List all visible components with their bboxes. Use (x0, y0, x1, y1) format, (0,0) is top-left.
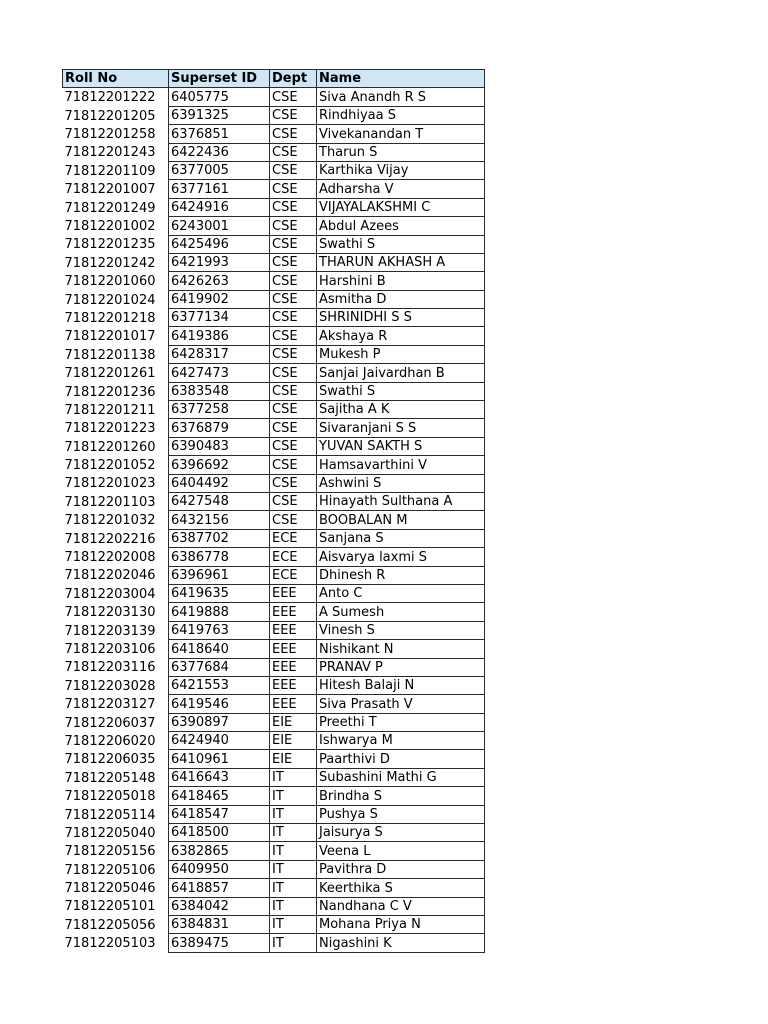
cell-roll-no[interactable]: 71812206037 (63, 713, 169, 731)
cell-superset-id[interactable]: 6418465 (169, 787, 270, 805)
cell-name[interactable]: Nishikant N (317, 640, 485, 658)
cell-name[interactable]: THARUN AKHASH A (317, 253, 485, 271)
cell-roll-no[interactable]: 71812201242 (63, 253, 169, 271)
cell-dept[interactable]: IT (270, 787, 317, 805)
cell-dept[interactable]: CSE (270, 474, 317, 492)
cell-name[interactable]: Hitesh Balaji N (317, 676, 485, 694)
cell-roll-no[interactable]: 71812202008 (63, 548, 169, 566)
cell-name[interactable]: Keerthika S (317, 879, 485, 897)
table-row (63, 603, 485, 621)
table-row (63, 161, 485, 179)
student-table (62, 69, 485, 953)
cell-dept[interactable]: ECE (270, 566, 317, 584)
cell-dept[interactable]: IT (270, 915, 317, 933)
cell-roll-no[interactable]: 71812203116 (63, 658, 169, 676)
cell-roll-no[interactable]: 71812201260 (63, 437, 169, 455)
cell-dept[interactable]: CSE (270, 125, 317, 143)
table-row (63, 805, 485, 823)
cell-name[interactable]: Adharsha V (317, 180, 485, 198)
cell-roll-no[interactable]: 71812205106 (63, 860, 169, 878)
cell-name[interactable]: Dhinesh R (317, 566, 485, 584)
cell-superset-id[interactable]: 6389475 (169, 934, 270, 952)
cell-dept[interactable]: CSE (270, 492, 317, 510)
table-row (63, 217, 485, 235)
table-row (63, 548, 485, 566)
cell-superset-id[interactable]: 6377684 (169, 658, 270, 676)
cell-roll-no[interactable]: 71812201211 (63, 401, 169, 419)
cell-superset-id[interactable]: 6391325 (169, 106, 270, 124)
table-row (63, 676, 485, 694)
cell-name[interactable]: Rindhiyaa S (317, 106, 485, 124)
cell-superset-id[interactable]: 6416643 (169, 768, 270, 786)
cell-name[interactable]: Sanjai Jaivardhan B (317, 364, 485, 382)
cell-dept[interactable]: CSE (270, 272, 317, 290)
cell-superset-id[interactable]: 6243001 (169, 217, 270, 235)
cell-superset-id[interactable]: 6384042 (169, 897, 270, 915)
table-row (63, 621, 485, 639)
table-row (63, 824, 485, 842)
cell-superset-id[interactable]: 6426263 (169, 272, 270, 290)
table-row (63, 879, 485, 897)
cell-dept[interactable]: CSE (270, 253, 317, 271)
header-roll-no[interactable]: Roll No (63, 70, 169, 88)
cell-dept[interactable]: IT (270, 879, 317, 897)
table-row (63, 401, 485, 419)
cell-roll-no[interactable]: 71812203127 (63, 695, 169, 713)
table-row (63, 732, 485, 750)
cell-roll-no[interactable]: 71812201138 (63, 345, 169, 363)
cell-dept[interactable]: EIE (270, 713, 317, 731)
cell-dept[interactable]: IT (270, 842, 317, 860)
cell-superset-id[interactable]: 6377161 (169, 180, 270, 198)
cell-dept[interactable]: EEE (270, 640, 317, 658)
cell-name[interactable]: A Sumesh (317, 603, 485, 621)
cell-name[interactable]: Mohana Priya N (317, 915, 485, 933)
cell-name[interactable]: Akshaya R (317, 327, 485, 345)
cell-superset-id[interactable]: 6419763 (169, 621, 270, 639)
cell-name[interactable]: YUVAN SAKTH S (317, 437, 485, 455)
cell-roll-no[interactable]: 71812201261 (63, 364, 169, 382)
cell-superset-id[interactable]: 6419888 (169, 603, 270, 621)
cell-name[interactable]: Mukesh P (317, 345, 485, 363)
table-row (63, 143, 485, 161)
cell-dept[interactable]: EEE (270, 658, 317, 676)
cell-name[interactable]: Paarthivi D (317, 750, 485, 768)
cell-superset-id[interactable]: 6396692 (169, 456, 270, 474)
cell-superset-id[interactable]: 6419635 (169, 584, 270, 602)
table-row (63, 529, 485, 547)
cell-roll-no[interactable]: 71812205103 (63, 934, 169, 952)
cell-superset-id[interactable]: 6396961 (169, 566, 270, 584)
cell-superset-id[interactable]: 6405775 (169, 88, 270, 106)
cell-dept[interactable]: EEE (270, 695, 317, 713)
table-row (63, 88, 485, 106)
header-row (63, 70, 485, 88)
cell-name[interactable]: Harshini B (317, 272, 485, 290)
cell-dept[interactable]: EEE (270, 676, 317, 694)
table-row (63, 198, 485, 216)
cell-superset-id[interactable]: 6377258 (169, 401, 270, 419)
cell-dept[interactable]: EEE (270, 584, 317, 602)
header-dept[interactable]: Dept (270, 70, 317, 88)
table-row (63, 897, 485, 915)
table-row (63, 253, 485, 271)
cell-roll-no[interactable]: 71812203028 (63, 676, 169, 694)
cell-name[interactable]: Siva Prasath V (317, 695, 485, 713)
table-row (63, 345, 485, 363)
cell-name[interactable]: Sajitha A K (317, 401, 485, 419)
table-row (63, 327, 485, 345)
cell-name[interactable]: Ishwarya M (317, 732, 485, 750)
table-row (63, 658, 485, 676)
cell-roll-no[interactable]: 71812201249 (63, 198, 169, 216)
cell-dept[interactable]: ECE (270, 548, 317, 566)
cell-dept[interactable]: CSE (270, 401, 317, 419)
cell-superset-id[interactable]: 6383548 (169, 382, 270, 400)
table-row (63, 584, 485, 602)
cell-roll-no[interactable]: 71812201052 (63, 456, 169, 474)
cell-dept[interactable]: CSE (270, 382, 317, 400)
cell-superset-id[interactable]: 6377134 (169, 309, 270, 327)
cell-dept[interactable]: CSE (270, 327, 317, 345)
header-superset-id[interactable]: Superset ID (169, 70, 270, 88)
cell-dept[interactable]: EIE (270, 750, 317, 768)
cell-name[interactable]: Karthika Vijay (317, 161, 485, 179)
cell-name[interactable]: Siva Anandh R S (317, 88, 485, 106)
cell-dept[interactable]: CSE (270, 143, 317, 161)
cell-roll-no[interactable]: 71812201223 (63, 419, 169, 437)
cell-roll-no[interactable]: 71812201222 (63, 88, 169, 106)
cell-superset-id[interactable]: 6386778 (169, 548, 270, 566)
cell-dept[interactable]: CSE (270, 217, 317, 235)
cell-dept[interactable]: IT (270, 768, 317, 786)
table-row (63, 787, 485, 805)
cell-name[interactable]: Tharun S (317, 143, 485, 161)
table-row (63, 419, 485, 437)
table-row (63, 382, 485, 400)
cell-dept[interactable]: CSE (270, 364, 317, 382)
cell-dept[interactable]: CSE (270, 456, 317, 474)
cell-superset-id[interactable]: 6382865 (169, 842, 270, 860)
cell-dept[interactable]: IT (270, 824, 317, 842)
cell-name[interactable]: Swathi S (317, 382, 485, 400)
cell-superset-id[interactable]: 6387702 (169, 529, 270, 547)
cell-roll-no[interactable]: 71812205056 (63, 915, 169, 933)
cell-roll-no[interactable]: 71812201060 (63, 272, 169, 290)
cell-superset-id[interactable]: 6418857 (169, 879, 270, 897)
cell-roll-no[interactable]: 71812205101 (63, 897, 169, 915)
header-name[interactable]: Name (317, 70, 485, 88)
cell-name[interactable]: Vinesh S (317, 621, 485, 639)
cell-dept[interactable]: CSE (270, 161, 317, 179)
cell-name[interactable]: Veena L (317, 842, 485, 860)
cell-superset-id[interactable]: 6428317 (169, 345, 270, 363)
cell-name[interactable]: Aisvarya laxmi S (317, 548, 485, 566)
cell-name[interactable]: Sivaranjani S S (317, 419, 485, 437)
cell-roll-no[interactable]: 71812202046 (63, 566, 169, 584)
cell-roll-no[interactable]: 71812203130 (63, 603, 169, 621)
cell-superset-id[interactable]: 6424940 (169, 732, 270, 750)
cell-superset-id[interactable]: 6427548 (169, 492, 270, 510)
cell-dept[interactable]: CSE (270, 88, 317, 106)
cell-roll-no[interactable]: 71812202216 (63, 529, 169, 547)
table-row (63, 180, 485, 198)
cell-dept[interactable]: CSE (270, 309, 317, 327)
cell-dept[interactable]: CSE (270, 235, 317, 253)
table-row (63, 934, 485, 952)
cell-dept[interactable]: IT (270, 897, 317, 915)
cell-superset-id[interactable]: 6427473 (169, 364, 270, 382)
cell-name[interactable]: Subashini Mathi G (317, 768, 485, 786)
cell-dept[interactable]: CSE (270, 106, 317, 124)
cell-superset-id[interactable]: 6418640 (169, 640, 270, 658)
cell-roll-no[interactable]: 71812205018 (63, 787, 169, 805)
table-row (63, 566, 485, 584)
cell-roll-no[interactable]: 71812205040 (63, 824, 169, 842)
cell-name[interactable]: SHRINIDHI S S (317, 309, 485, 327)
cell-superset-id[interactable]: 6377005 (169, 161, 270, 179)
cell-name[interactable]: Hamsavarthini V (317, 456, 485, 474)
cell-name[interactable]: Hinayath Sulthana A (317, 492, 485, 510)
cell-dept[interactable]: IT (270, 934, 317, 952)
cell-superset-id[interactable]: 6419546 (169, 695, 270, 713)
cell-roll-no[interactable]: 71812201023 (63, 474, 169, 492)
table-row (63, 272, 485, 290)
cell-superset-id[interactable]: 6409950 (169, 860, 270, 878)
cell-superset-id[interactable]: 6422436 (169, 143, 270, 161)
cell-roll-no[interactable]: 71812201024 (63, 290, 169, 308)
cell-superset-id[interactable]: 6418500 (169, 824, 270, 842)
table-row (63, 915, 485, 933)
cell-superset-id[interactable]: 6390897 (169, 713, 270, 731)
cell-name[interactable]: Sanjana S (317, 529, 485, 547)
table-row (63, 640, 485, 658)
cell-roll-no[interactable]: 71812201243 (63, 143, 169, 161)
table-row (63, 511, 485, 529)
cell-dept[interactable]: IT (270, 860, 317, 878)
cell-superset-id[interactable]: 6376879 (169, 419, 270, 437)
cell-name[interactable]: Abdul Azees (317, 217, 485, 235)
table-row (63, 235, 485, 253)
cell-name[interactable]: Nandhana C V (317, 897, 485, 915)
cell-roll-no[interactable]: 71812205156 (63, 842, 169, 860)
cell-name[interactable]: PRANAV P (317, 658, 485, 676)
cell-roll-no[interactable]: 71812201002 (63, 217, 169, 235)
cell-dept[interactable]: CSE (270, 180, 317, 198)
cell-roll-no[interactable]: 71812201017 (63, 327, 169, 345)
table-row (63, 768, 485, 786)
cell-dept[interactable]: EEE (270, 603, 317, 621)
table-row (63, 456, 485, 474)
cell-roll-no[interactable]: 71812205114 (63, 805, 169, 823)
cell-superset-id[interactable]: 6421993 (169, 253, 270, 271)
cell-name[interactable]: Pavithra D (317, 860, 485, 878)
cell-roll-no[interactable]: 71812201218 (63, 309, 169, 327)
cell-dept[interactable]: EEE (270, 621, 317, 639)
cell-name[interactable]: Preethi T (317, 713, 485, 731)
cell-name[interactable]: BOOBALAN M (317, 511, 485, 529)
table-row (63, 860, 485, 878)
table-row (63, 492, 485, 510)
table-row (63, 474, 485, 492)
table-body (63, 88, 485, 952)
cell-roll-no[interactable]: 71812201235 (63, 235, 169, 253)
cell-superset-id[interactable]: 6418547 (169, 805, 270, 823)
cell-name[interactable]: Nigashini K (317, 934, 485, 952)
cell-roll-no[interactable]: 71812201205 (63, 106, 169, 124)
cell-roll-no[interactable]: 71812201032 (63, 511, 169, 529)
cell-superset-id[interactable]: 6410961 (169, 750, 270, 768)
cell-superset-id[interactable]: 6425496 (169, 235, 270, 253)
cell-dept[interactable]: CSE (270, 345, 317, 363)
table-row (63, 713, 485, 731)
table-row (63, 364, 485, 382)
cell-roll-no[interactable]: 71812201236 (63, 382, 169, 400)
cell-name[interactable]: Pushya S (317, 805, 485, 823)
cell-superset-id[interactable]: 6424916 (169, 198, 270, 216)
table-row (63, 750, 485, 768)
cell-dept[interactable]: ECE (270, 529, 317, 547)
cell-roll-no[interactable]: 71812201109 (63, 161, 169, 179)
cell-roll-no[interactable]: 71812203004 (63, 584, 169, 602)
cell-superset-id[interactable]: 6384831 (169, 915, 270, 933)
cell-name[interactable]: VIJAYALAKSHMI C (317, 198, 485, 216)
cell-roll-no[interactable]: 71812201258 (63, 125, 169, 143)
cell-dept[interactable]: IT (270, 805, 317, 823)
cell-roll-no[interactable]: 71812203139 (63, 621, 169, 639)
cell-name[interactable]: Anto C (317, 584, 485, 602)
cell-superset-id[interactable]: 6419902 (169, 290, 270, 308)
cell-superset-id[interactable]: 6419386 (169, 327, 270, 345)
cell-superset-id[interactable]: 6404492 (169, 474, 270, 492)
table-row (63, 842, 485, 860)
cell-name[interactable]: Ashwini S (317, 474, 485, 492)
cell-roll-no[interactable]: 71812206020 (63, 732, 169, 750)
cell-name[interactable]: Vivekanandan T (317, 125, 485, 143)
table-row (63, 125, 485, 143)
table-row (63, 309, 485, 327)
cell-name[interactable]: Asmitha D (317, 290, 485, 308)
cell-name[interactable]: Swathi S (317, 235, 485, 253)
cell-superset-id[interactable]: 6376851 (169, 125, 270, 143)
cell-roll-no[interactable]: 71812201007 (63, 180, 169, 198)
table-row (63, 695, 485, 713)
cell-superset-id[interactable]: 6390483 (169, 437, 270, 455)
cell-dept[interactable]: CSE (270, 198, 317, 216)
cell-superset-id[interactable]: 6432156 (169, 511, 270, 529)
cell-roll-no[interactable]: 71812201103 (63, 492, 169, 510)
cell-dept[interactable]: CSE (270, 437, 317, 455)
table-header (63, 70, 485, 88)
cell-roll-no[interactable]: 71812203106 (63, 640, 169, 658)
cell-dept[interactable]: CSE (270, 419, 317, 437)
table-row (63, 437, 485, 455)
cell-superset-id[interactable]: 6421553 (169, 676, 270, 694)
cell-roll-no[interactable]: 71812205046 (63, 879, 169, 897)
cell-roll-no[interactable]: 71812206035 (63, 750, 169, 768)
table-row (63, 290, 485, 308)
cell-dept[interactable]: CSE (270, 511, 317, 529)
cell-dept[interactable]: CSE (270, 290, 317, 308)
table-row (63, 106, 485, 124)
cell-dept[interactable]: EIE (270, 732, 317, 750)
cell-name[interactable]: Brindha S (317, 787, 485, 805)
cell-name[interactable]: Jaisurya S (317, 824, 485, 842)
cell-roll-no[interactable]: 71812205148 (63, 768, 169, 786)
